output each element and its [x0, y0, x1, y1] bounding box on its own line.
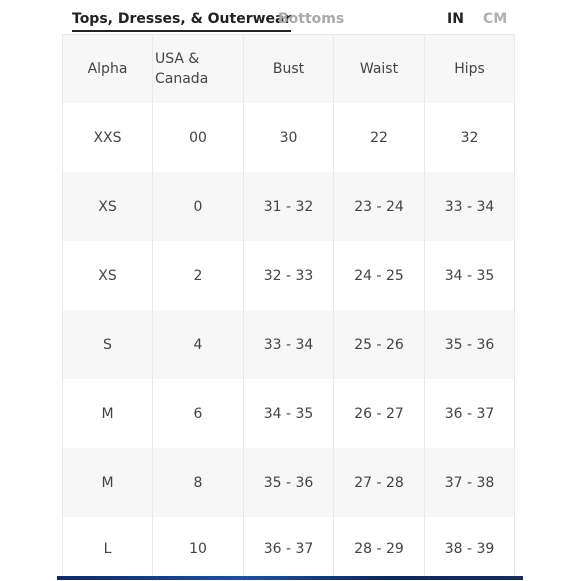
header-usa-canada-label: USA & Canada: [155, 51, 209, 87]
cell-bust: 36 - 37: [244, 517, 334, 581]
table-row: [63, 103, 514, 172]
tab-tops-dresses-outerwear[interactable]: Tops, Dresses, & Outerwear: [72, 11, 292, 27]
table-row: [63, 379, 514, 448]
cell-bust: 32 - 33: [244, 241, 334, 310]
tab-bottoms[interactable]: Bottoms: [278, 11, 345, 27]
cell-waist: 27 - 28: [334, 448, 425, 517]
cell-usa-canada: 0: [153, 172, 244, 241]
cell-usa-canada: 8: [153, 448, 244, 517]
cell-usa-canada: 6: [153, 379, 244, 448]
cell-alpha: XS: [63, 241, 153, 310]
cell-alpha: M: [63, 448, 153, 517]
cell-hips: 32: [460, 129, 479, 146]
header-usa-canada: [153, 35, 244, 103]
size-chart-table: [62, 34, 515, 580]
unit-toggle-cm[interactable]: CM: [483, 11, 508, 27]
table-row: [63, 448, 514, 517]
cell-waist: 22: [334, 103, 425, 172]
cell-hips: 33 - 34: [444, 198, 495, 215]
bottom-image-strip: [57, 576, 523, 580]
cell-waist: 24 - 25: [334, 241, 425, 310]
cell-hips: 37 - 38: [444, 474, 495, 491]
header-alpha: Alpha: [63, 35, 153, 103]
cell-bust: 35 - 36: [244, 448, 334, 517]
header-hips: Hips: [454, 61, 485, 77]
header-waist: Waist: [334, 35, 425, 103]
cell-bust: 34 - 35: [244, 379, 334, 448]
cell-usa-canada: 10: [153, 517, 244, 581]
header-bust: Bust: [244, 35, 334, 103]
table-row: [63, 172, 514, 241]
cell-hips: 36 - 37: [444, 405, 495, 422]
cell-alpha: XXS: [63, 103, 153, 172]
table-row: [63, 310, 514, 379]
cell-waist: 25 - 26: [334, 310, 425, 379]
size-category-tabs: [0, 0, 580, 32]
table-row: [63, 517, 514, 581]
cell-alpha: M: [63, 379, 153, 448]
cell-alpha: XS: [63, 172, 153, 241]
cell-hips: 38 - 39: [444, 541, 495, 557]
cell-usa-canada: 4: [153, 310, 244, 379]
cell-waist: 26 - 27: [334, 379, 425, 448]
cell-hips: 34 - 35: [444, 267, 495, 284]
cell-alpha: S: [63, 310, 153, 379]
table-row: [63, 241, 514, 310]
cell-bust: 31 - 32: [244, 172, 334, 241]
cell-bust: 30: [244, 103, 334, 172]
cell-usa-canada: 00: [153, 103, 244, 172]
cell-waist: 23 - 24: [334, 172, 425, 241]
table-header-row: [63, 35, 514, 103]
cell-bust: 33 - 34: [244, 310, 334, 379]
unit-toggle-in[interactable]: IN: [447, 11, 464, 27]
cell-waist: 28 - 29: [334, 517, 425, 581]
cell-hips: 35 - 36: [444, 336, 495, 353]
cell-alpha: L: [63, 517, 153, 581]
cell-usa-canada: 2: [153, 241, 244, 310]
